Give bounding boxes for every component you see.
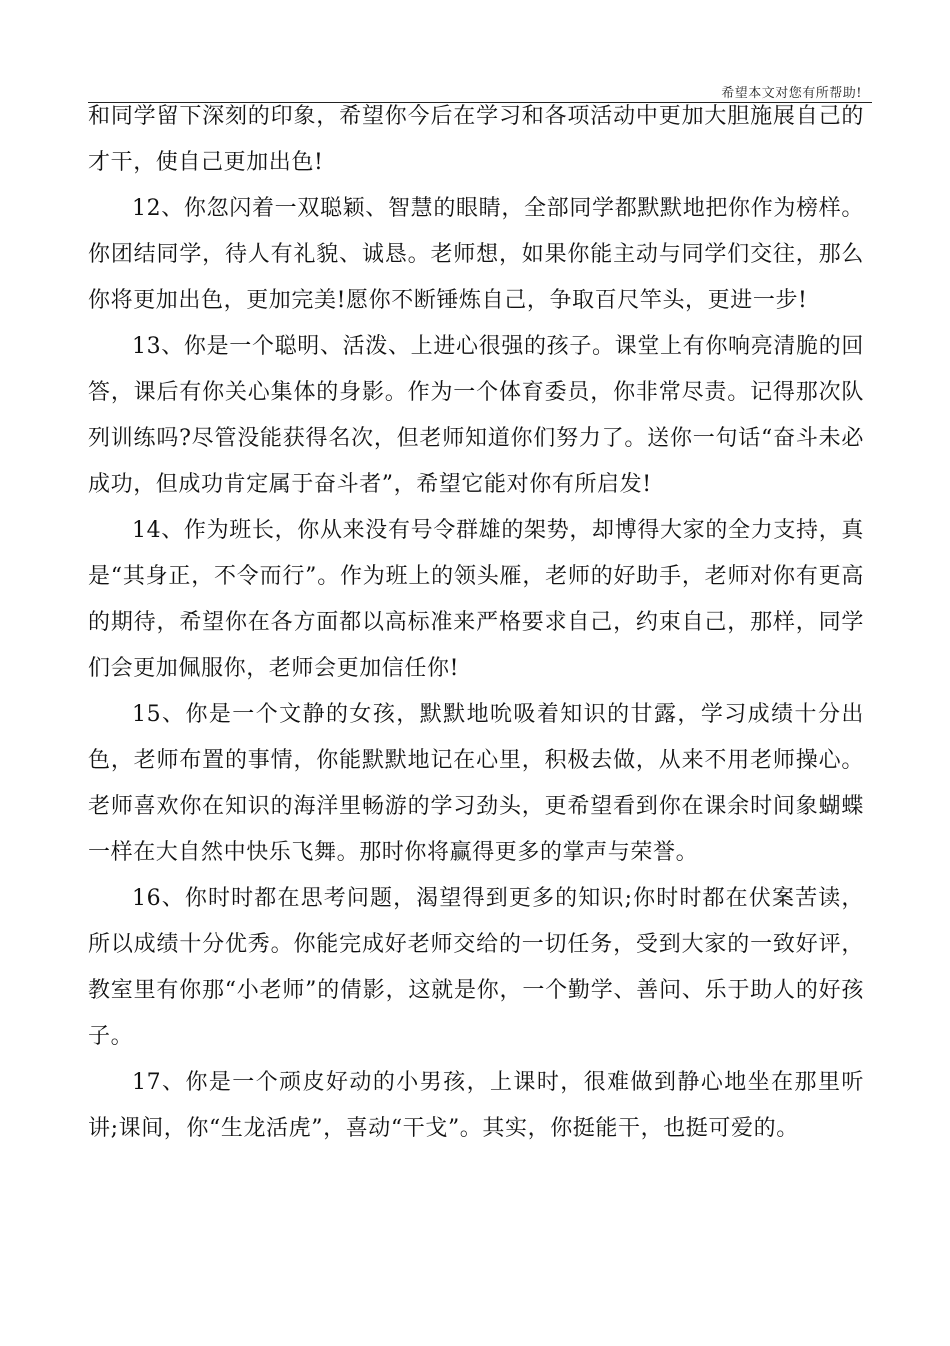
- paragraph-comment-17: 17、你是一个顽皮好动的小男孩，上课时，很难做到静心地坐在那里听讲;课间，你“生龙活虎”，喜动“干戈”。其实，你挺能干，也挺可爱的。: [88, 1070, 864, 1141]
- paragraph-comment-15: 15、你是一个文静的女孩，默默地吮吸着知识的甘露，学习成绩十分出色，老师布置的事情，你能默默地记在心里，积极去做，从来不用老师操心。老师喜欢你在知识的海洋里畅游的学习劲头，更希望看到你在课余时间象蝴蝶一样在大自然中快乐飞舞。那时你将赢得更多的掌声与荣誉。: [88, 702, 864, 865]
- paragraph-comment-16: 16、你时时都在思考问题，渴望得到更多的知识;你时时都在伏案苦读，所以成绩十分优秀。你能完成好老师交给的一切任务，受到大家的一致好评，教室里有你那“小老师”的倩影，这就是你，一个勤学、善问、乐于助人的好孩子。: [88, 886, 864, 1049]
- paragraph-comment-13: 13、你是一个聪明、活泼、上进心很强的孩子。课堂上有你响亮清脆的回答，课后有你关心集体的身影。作为一个体育委员，你非常尽责。记得那次队列训练吗?尽管没能获得名次，但老师知道你们努力了。送你一句话“奋斗未必成功，但成功肯定属于奋斗者”，希望它能对你有所启发!: [88, 334, 864, 497]
- header-note: 希望本文对您有所帮助!: [721, 86, 862, 101]
- paragraph-comment-12: 12、你忽闪着一双聪颖、智慧的眼睛，全部同学都默默地把你作为榜样。你团结同学，待人有礼貌、诚恳。老师想，如果你能主动与同学们交往，那么你将更加出色，更加完美!愿你不断锤炼自己，争取百尺竿头，更进一步!: [88, 196, 864, 313]
- paragraph-comment-14: 14、作为班长，你从来没有号令群雄的架势，却博得大家的全力支持，真是“其身正，不令而行”。作为班上的领头雁，老师的好助手，老师对你有更高的期待，希望你在各方面都以高标准来严格要求自己，约束自己，那样，同学们会更加佩服你，老师会更加信任你!: [88, 518, 864, 681]
- document-body: [88, 94, 864, 1152]
- paragraph-continuation: 和同学留下深刻的印象，希望你今后在学习和各项活动中更加大胆施展自己的才干，使自己更加出色!: [88, 104, 864, 175]
